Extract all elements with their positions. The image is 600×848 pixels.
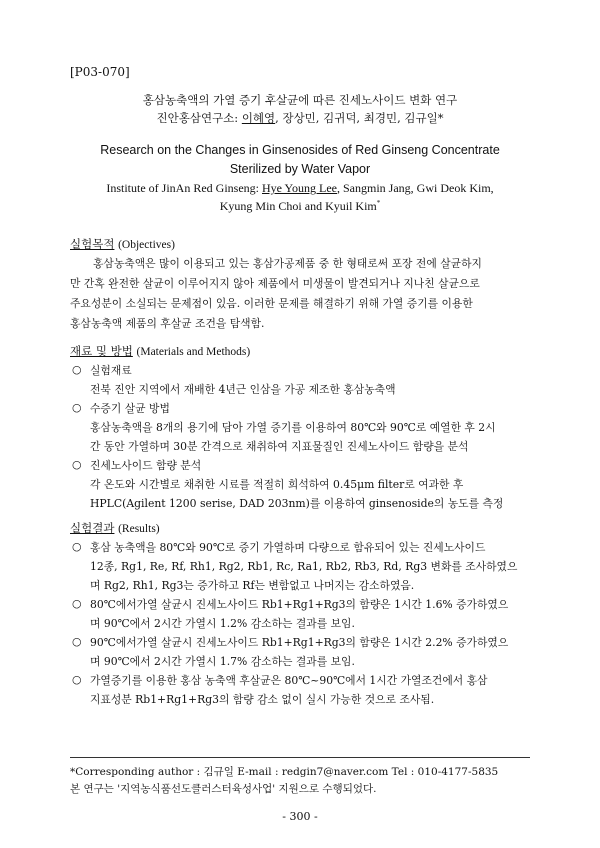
bullet-marker: ○ [72, 363, 82, 376]
methods-heading [70, 343, 250, 359]
korean-affiliation: 진안홍삼연구소: [156, 111, 239, 125]
korean-other-authors: , 장상민, 김귀덕, 최경민, 김규일* [275, 111, 444, 125]
english-authors-rest: , Sangmin Jang, Gwi Deok Kim, [337, 181, 494, 195]
abstract-code: [P03-070] [70, 65, 130, 79]
result-line: 80℃에서가열 살균시 진세노사이드 Rb1+Rg1+Rg3의 함량은 1시간 1.6% 증가하였으 [90, 598, 509, 611]
result-line: 홍삼 농축액을 80℃와 90℃로 증기 가열하며 다량으로 함유되어 있는 진세노사이드 [90, 541, 486, 554]
bullet-marker: ○ [72, 635, 82, 648]
objectives-line: 홍삼농축액은 많이 이용되고 있는 홍삼가공제품 중 한 형태로써 포장 전에 살균하지 [93, 257, 482, 270]
result-line: 며 90℃에서 2시간 가열시 1.2% 감소하는 결과를 보임. [90, 617, 355, 630]
english-title-line2: Sterilized by Water Vapor [229, 162, 371, 176]
results-heading-en: (Results) [118, 523, 160, 535]
english-title-line1: Research on the Changes in Ginsenosides of Red Ginseng Concentrate [100, 143, 500, 157]
result-line: 며 90℃에서 2시간 가열시 1.7% 감소하는 결과를 보임. [90, 655, 355, 668]
bullet-marker: ○ [72, 540, 82, 553]
objectives-heading [70, 236, 175, 252]
objectives-heading-en: (Objectives) [118, 239, 175, 251]
footnote-funding: 본 연구는 '지역농식품선도클러스터육성사업' 지원으로 수행되었다. [70, 783, 377, 795]
korean-first-author: 이혜영 [241, 111, 276, 125]
result-line: 12종, Rg1, Re, Rf, Rh1, Rg2, Rb1, Rc, Ra1, Rb2, Rb3, Rd, Rg3 변화를 조사하였으 [90, 560, 518, 573]
method-item-line: 전북 진안 지역에서 재배한 4년근 인삼을 가공 제조한 홍삼농축액 [90, 383, 396, 396]
method-item-title: 수증기 살균 방법 [90, 402, 170, 415]
footnote-corresponding: *Corresponding author : 김규일 E-mail : redgin7@naver.com Tel : 010-4177-5835 [70, 766, 499, 778]
method-item-title: 진세노사이드 함량 분석 [90, 459, 202, 472]
english-authors-line2 [60, 199, 540, 214]
english-first-author: Hye Young Lee [262, 181, 337, 195]
korean-authors [60, 110, 540, 126]
result-line: 지표성분 Rb1+Rg1+Rg3의 함량 감소 없이 실시 가능한 것으로 조사됨. [90, 693, 435, 706]
objectives-line: 만 간혹 완전한 살균이 이루어지지 않아 제품에서 미생물이 발견되거나 지나친 살균으로 [70, 277, 480, 290]
results-heading-ko: 실험결과 [70, 521, 115, 535]
method-item-line: 간 동안 가열하며 30분 간격으로 채취하여 지표물질인 진세노사이드 함량을 분석 [90, 440, 469, 453]
english-authors-line1 [60, 181, 540, 196]
methods-heading-ko: 재료 및 방법 [70, 344, 133, 358]
footnote-rule [70, 757, 530, 758]
english-affiliation: Institute of JinAn Red Ginseng: [106, 181, 259, 195]
bullet-marker: ○ [72, 673, 82, 686]
objectives-heading-ko: 실험목적 [70, 237, 115, 251]
result-line: 며 Rg2, Rh1, Rg3는 증가하고 Rf는 변함없고 나머지는 감소하였음. [90, 579, 415, 592]
bullet-marker: ○ [72, 597, 82, 610]
method-item-title: 실험재료 [90, 364, 132, 377]
objectives-line: 홍삼농축액 제품의 후살균 조건을 탐색함. [70, 317, 265, 330]
bullet-marker: ○ [72, 401, 82, 414]
objectives-line: 주요성분이 소실되는 문제점이 있음. 이러한 문제를 해결하기 위해 가열 증기를 이용한 [70, 297, 473, 310]
method-item-line: HPLC(Agilent 1200 serise, DAD 203nm)를 이용하여 ginsenoside의 농도를 측정 [90, 497, 504, 510]
result-line: 가열증기를 이용한 홍삼 농축액 후살균은 80℃~90℃에서 1시간 가열조건에서 홍삼 [90, 674, 488, 687]
method-item-line: 각 온도와 시간별로 채취한 시료를 적절히 희석하여 0.45μm filter로 여과한 후 [90, 478, 464, 491]
page-number: - 300 - [282, 810, 318, 823]
methods-heading-en: (Materials and Methods) [136, 346, 251, 358]
result-line: 90℃에서가열 살균시 진세노사이드 Rb1+Rg1+Rg3의 함량은 1시간 2.2% 증가하였으 [90, 636, 509, 649]
method-item-line: 홍삼농축액을 8개의 용기에 담아 가열 증기를 이용하여 80℃와 90℃로 예열한 후 2시 [90, 421, 496, 434]
korean-title: 홍삼농축액의 가열 증기 후살균에 따른 진세노사이드 변화 연구 [142, 93, 458, 107]
english-authors-line2-text: Kyung Min Choi and Kyuil Kim [219, 199, 377, 213]
results-heading [70, 520, 160, 536]
corresponding-mark: * [376, 199, 381, 207]
bullet-marker: ○ [72, 458, 82, 471]
